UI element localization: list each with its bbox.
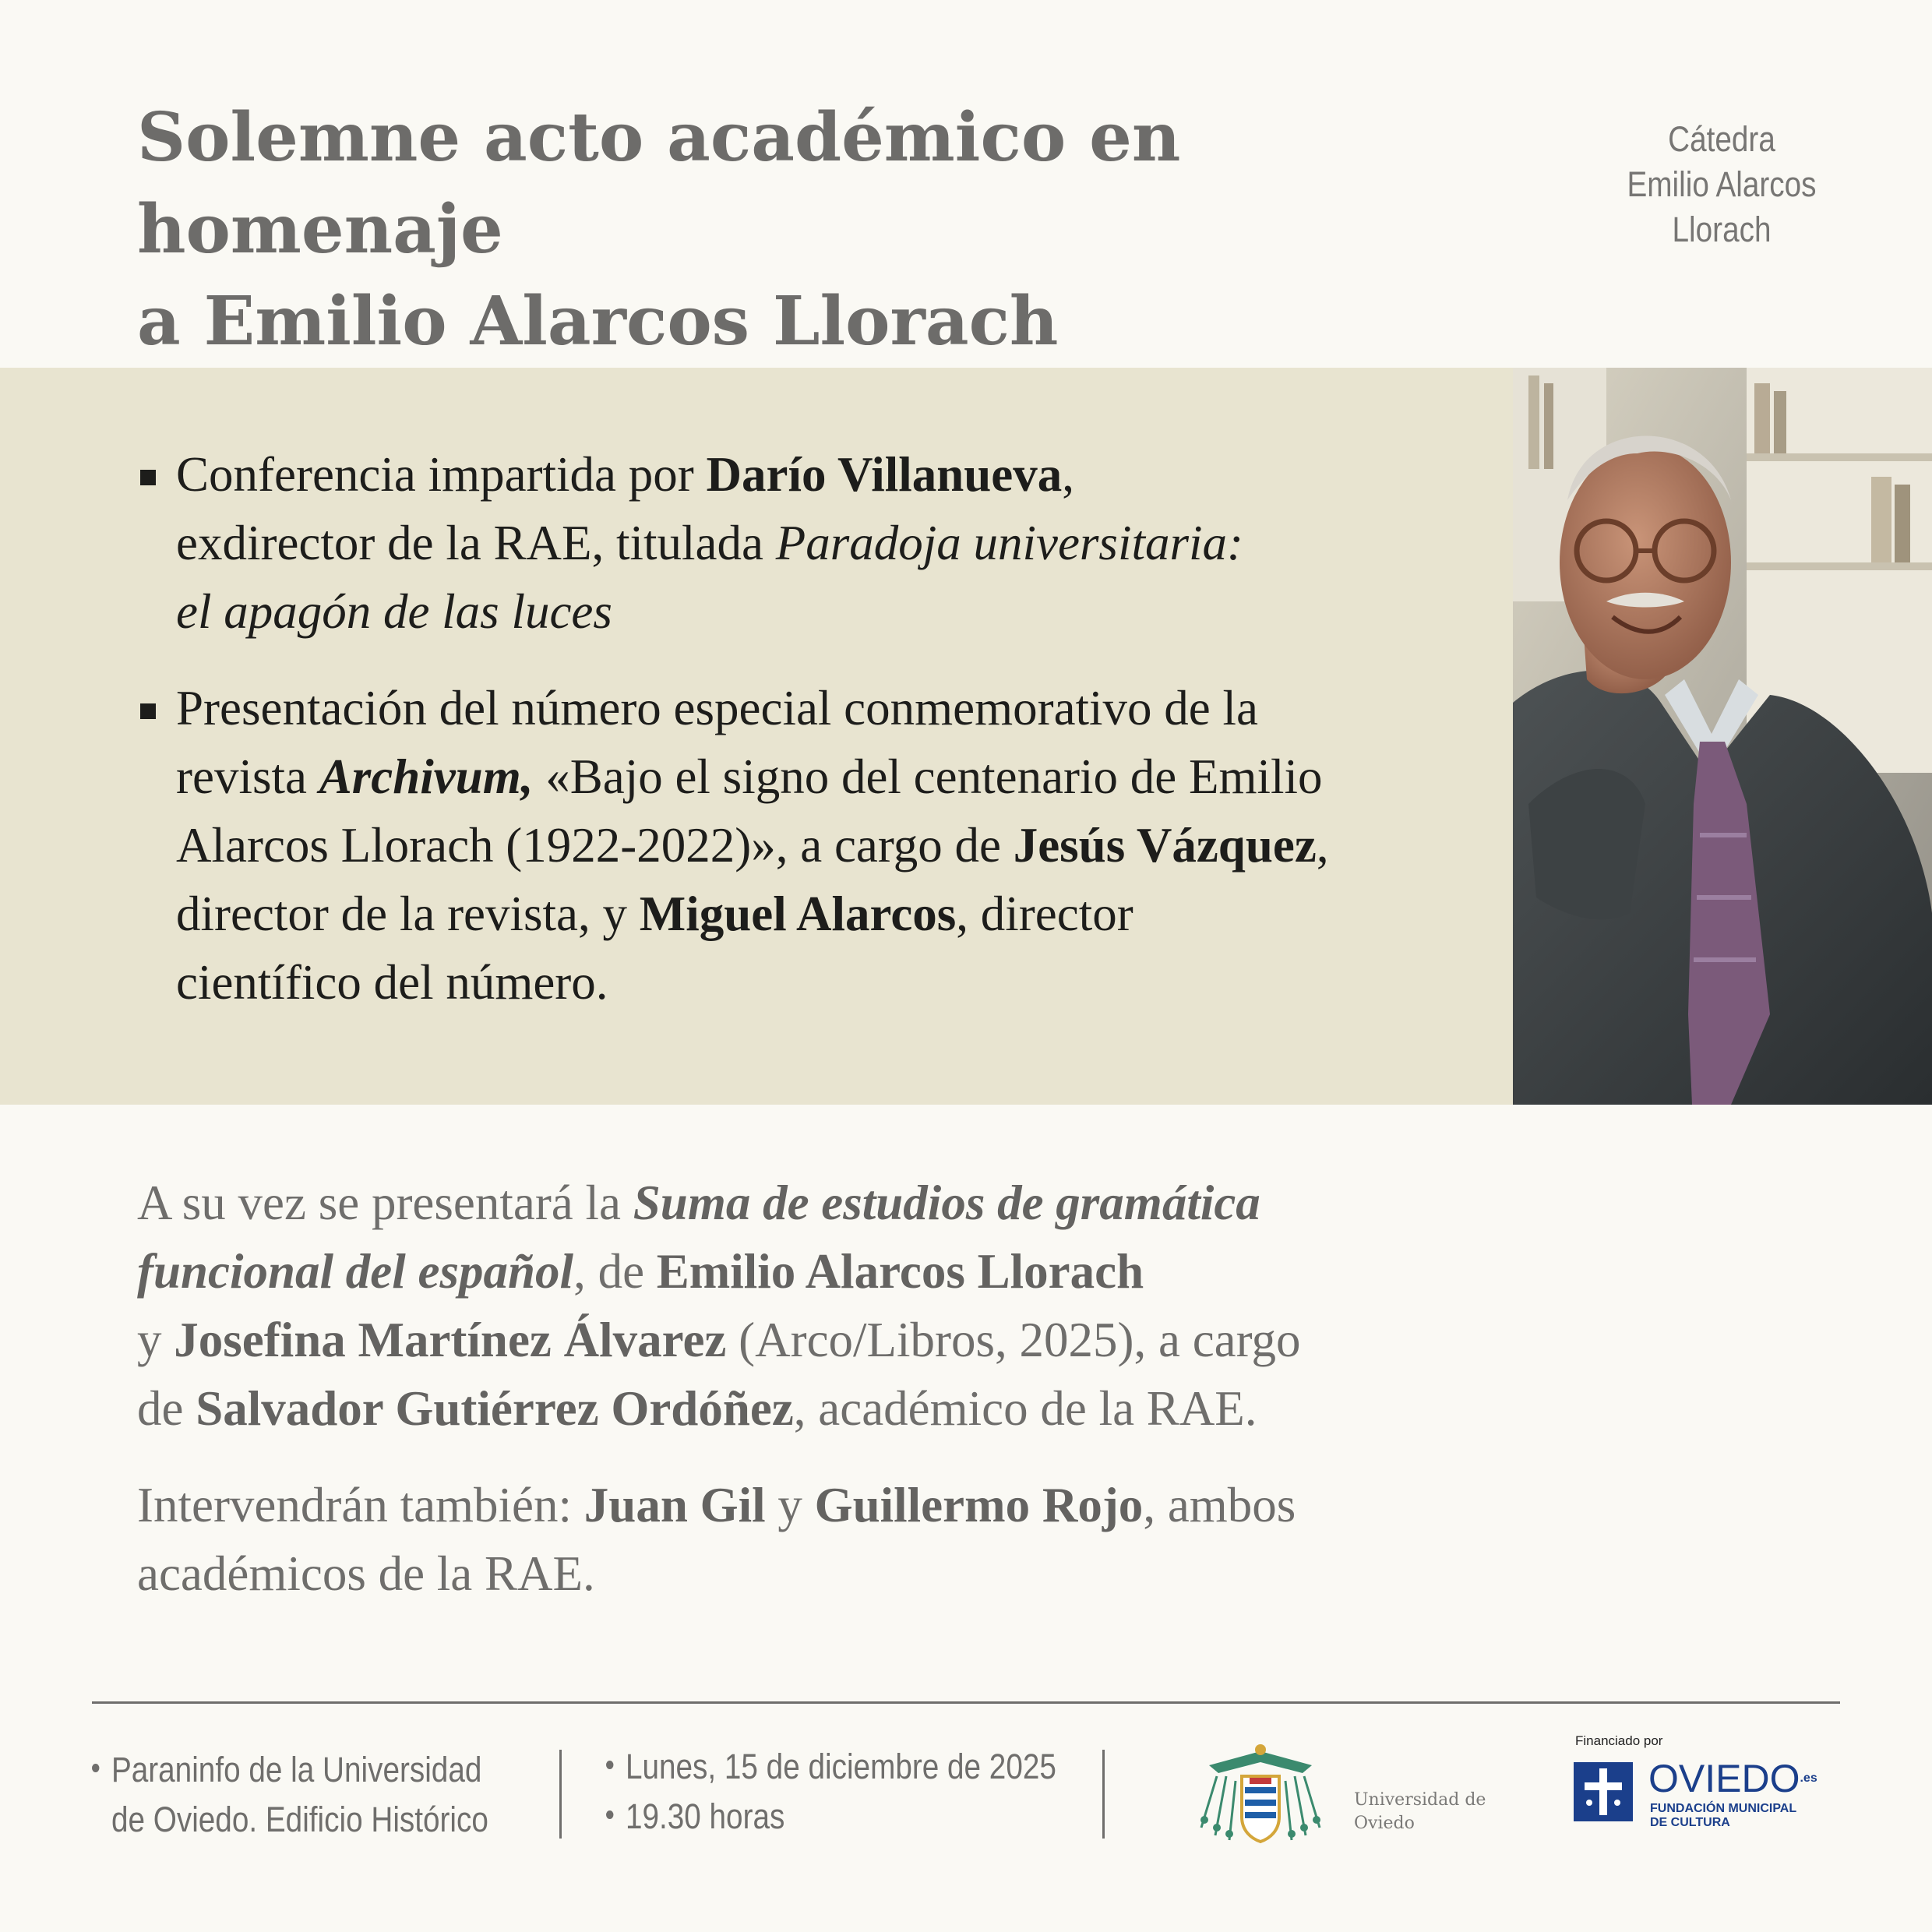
footer-separator [1102,1750,1105,1839]
bullet-dot-icon [92,1764,99,1772]
oviedo-cross-logo-icon [1574,1762,1633,1821]
bullet-dot-icon [606,1761,613,1769]
event-datetime: Lunes, 15 de diciembre de 2025 19.30 horas [606,1742,1056,1842]
program-list [137,440,1477,1045]
list-item: Conferencia impartida por Darío Villanueva, exdirector de la RAE, titulada Paradoja universitaria: el apagón de las luces [137,440,1477,646]
oviedo-logo-wordmark: $OVIEDO^{.es}$ [1648,1757,1817,1800]
list-item: Presentación del número especial conmemorativo de la revista Archivum, «Bajo el signo del centenario de Emilio Alarcos Llorach (1922-2022)», a cargo de Jesús Vázquez, director de la revista, y Miguel Alarcos, director científico del número. [137,674,1477,1017]
catedra-line-3: Llorach [1672,210,1772,249]
portrait-photo [1513,368,1932,1105]
bullet-square-icon [140,470,156,485]
university-crest-icon [1193,1742,1327,1846]
page-title [137,92,1446,368]
footer-divider [92,1701,1840,1704]
additional-info [137,1169,1477,1636]
university-name: Universidad de Oviedo [1354,1790,1486,1833]
title-line-2: a Emilio Alarcos Llorach [137,282,1059,361]
catedra-line-1: Cátedra [1668,119,1775,159]
title-line-1: Solemne acto académico en homenaje [137,98,1181,269]
speakers-paragraph: Intervendrán también: Juan Gil y Guillermo Rojo, ambos académicos de la RAE. [137,1478,1296,1601]
event-location: Paraninfo de la Universidad de Oviedo. Edificio Histórico [92,1745,488,1845]
bullet-dot-icon [606,1810,613,1819]
financed-by-label: Financiado por [1575,1733,1663,1748]
catedra-line-2: Emilio Alarcos [1627,164,1817,204]
catedra-label [1608,117,1835,252]
bullet-square-icon [140,703,156,719]
presentation-paragraph: A su vez se presentará la Suma de estudios de gramática funcional del español, de Emilio Alarcos Llorach y Josefina Martínez Álvarez (Arco/Libros, 2025), a cargo de Salvador Gutiérrez Ordóñez, académico de la RAE. [137,1176,1301,1436]
footer-separator [559,1750,562,1839]
oviedo-foundation-name: FUNDACIÓN MUNICIPAL DE CULTURA [1650,1802,1797,1829]
